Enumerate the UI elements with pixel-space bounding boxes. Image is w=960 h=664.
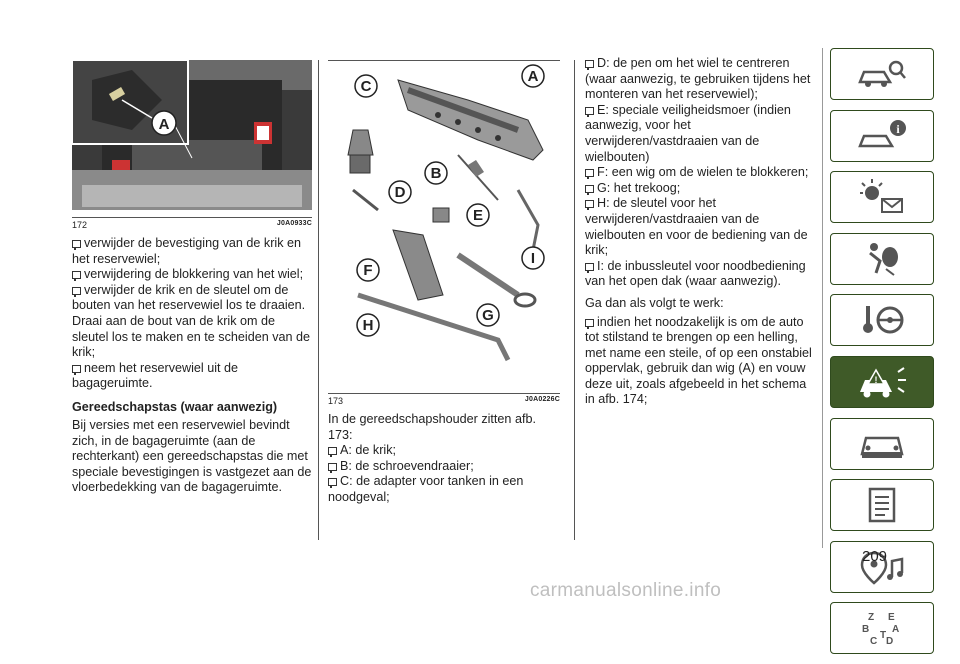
middle-column xyxy=(328,60,560,506)
svg-text:i: i xyxy=(896,121,900,136)
tab-index[interactable] xyxy=(830,602,934,654)
label-a: A xyxy=(527,68,539,85)
tab-car-info[interactable] xyxy=(830,110,934,162)
svg-text:T: T xyxy=(880,630,887,642)
document-list-icon xyxy=(854,485,910,525)
list-item: verwijder de krik en de sleutel om de bouten van het reservewiel los te draaien. Draai aan de bout van de krik om de sleutel los te maken en te scheiden van de krik; xyxy=(72,282,311,360)
list-item: verwijdering de blokkering van het wiel; xyxy=(72,267,312,283)
svg-text:D: D xyxy=(886,636,894,648)
key-steering-wheel-icon xyxy=(854,300,910,340)
bullet-icon xyxy=(328,463,337,471)
page-number: 209 xyxy=(862,548,888,565)
label-g: G xyxy=(482,307,494,324)
bullet-icon xyxy=(585,263,594,271)
list-item: B: de schroevendraaier; xyxy=(328,459,560,475)
car-breakdown-icon xyxy=(854,362,910,402)
bullet-icon xyxy=(585,169,594,177)
sidebar-divider xyxy=(822,48,823,548)
label-f: F xyxy=(363,262,373,279)
bullet-icon xyxy=(585,185,594,193)
figure-173-caption xyxy=(328,393,560,406)
intro-paragraph: Ga dan als volgt te werk: xyxy=(585,295,724,310)
intro-paragraph: In de gereedschapshouder zitten afb. 173: xyxy=(328,412,536,442)
label-c: C xyxy=(360,78,372,95)
list-item: G: het trekoog; xyxy=(585,181,817,197)
section-heading: Gereedschapstas (waar aanwezig) xyxy=(72,399,278,414)
watermark: carmanualsonline.info xyxy=(530,580,722,601)
tab-in-emergency[interactable] xyxy=(830,356,934,408)
list-item: H: de sleutel voor het verwijderen/vastdraaien van de wielbouten en voor de bediening van de krik; xyxy=(585,196,808,258)
label-i: I xyxy=(530,250,536,267)
bullet-icon xyxy=(585,60,594,68)
alphabet-index-icon xyxy=(854,608,910,648)
svg-text:B: B xyxy=(862,624,870,636)
tab-car-search[interactable] xyxy=(830,48,934,100)
bullet-icon xyxy=(585,200,594,208)
list-item: indien het noodzakelijk is om de auto tot stilstand te brengen op een helling, met name een steile, of op een onstabiel oppervlak, gebruik dan wig (A) en vouw deze uit, zoals afgebeeld in het schema in afb. 174; xyxy=(585,314,812,407)
bullet-icon xyxy=(585,107,594,115)
airbag-person-icon xyxy=(854,239,910,279)
warning-light-mail-icon xyxy=(854,177,910,217)
left-column xyxy=(72,60,312,496)
tab-servicing[interactable] xyxy=(830,418,934,470)
tab-starting-driving[interactable] xyxy=(830,294,934,346)
list-item: A: de krik; xyxy=(328,443,560,459)
trunk-photo xyxy=(72,60,312,210)
list-item: I: de inbussleutel voor noodbediening van het open dak (waar aanwezig). xyxy=(585,258,806,289)
car-info-icon xyxy=(854,116,910,156)
label-h: H xyxy=(362,317,374,334)
car-search-icon xyxy=(854,54,910,94)
figure-number: 173 xyxy=(328,396,344,406)
bullet-icon xyxy=(72,287,81,295)
svg-text:A: A xyxy=(892,624,900,636)
bullet-icon xyxy=(72,271,81,279)
svg-text:E: E xyxy=(888,612,895,624)
column-divider xyxy=(574,60,575,540)
figure-172 xyxy=(72,60,312,230)
label-d: D xyxy=(394,184,406,201)
figure-code: J0A0933C xyxy=(276,220,312,227)
list-item: E: speciale veiligheidsmoer (indien aanwezig, voor het verwijderen/vastdraaien van de wielbouten) xyxy=(585,102,791,164)
tab-warning-lights[interactable] xyxy=(830,171,934,223)
label-a: A xyxy=(158,116,170,133)
list-item: D: de pen om het wiel te centreren (waar aanwezig, te gebruiken tijdens het monteren van het reservewiel); xyxy=(585,56,811,102)
chapter-tabs xyxy=(830,48,936,664)
body-paragraph: Bij versies met een reservewiel bevindt zich, in de bagageruimte (aan de rechterkant) een gereedschapstas die met speciale bevestigingen is vastgezet aan de vloerbedekking van de bagageruimte. xyxy=(72,417,312,495)
label-e: E xyxy=(472,207,484,224)
bullet-icon xyxy=(328,478,337,486)
column-divider xyxy=(318,60,319,540)
tab-safety[interactable] xyxy=(830,233,934,285)
tools-illustration xyxy=(328,60,560,386)
list-item: C: de adapter voor tanken in een noodgeval; xyxy=(328,474,524,504)
svg-text:Z: Z xyxy=(868,612,875,624)
list-item: neem het reservewiel uit de bagageruimte. xyxy=(72,360,239,391)
bullet-icon xyxy=(72,365,81,373)
figure-172-caption xyxy=(72,217,312,230)
list-item: verwijder de bevestiging van de krik en het reservewiel; xyxy=(72,236,302,266)
figure-code: J0A0226C xyxy=(524,396,560,403)
right-column xyxy=(585,56,817,408)
figure-173 xyxy=(328,60,560,406)
tab-technical-data[interactable] xyxy=(830,479,934,531)
bullet-icon xyxy=(585,319,594,327)
bullet-icon xyxy=(328,447,337,455)
label-b: B xyxy=(430,165,442,182)
car-front-icon xyxy=(854,424,910,464)
svg-text:!: ! xyxy=(874,374,878,385)
figure-number: 172 xyxy=(72,220,88,230)
bullet-icon xyxy=(72,240,81,248)
svg-text:C: C xyxy=(870,636,878,648)
list-item: F: een wig om de wielen te blokkeren; xyxy=(585,165,817,181)
